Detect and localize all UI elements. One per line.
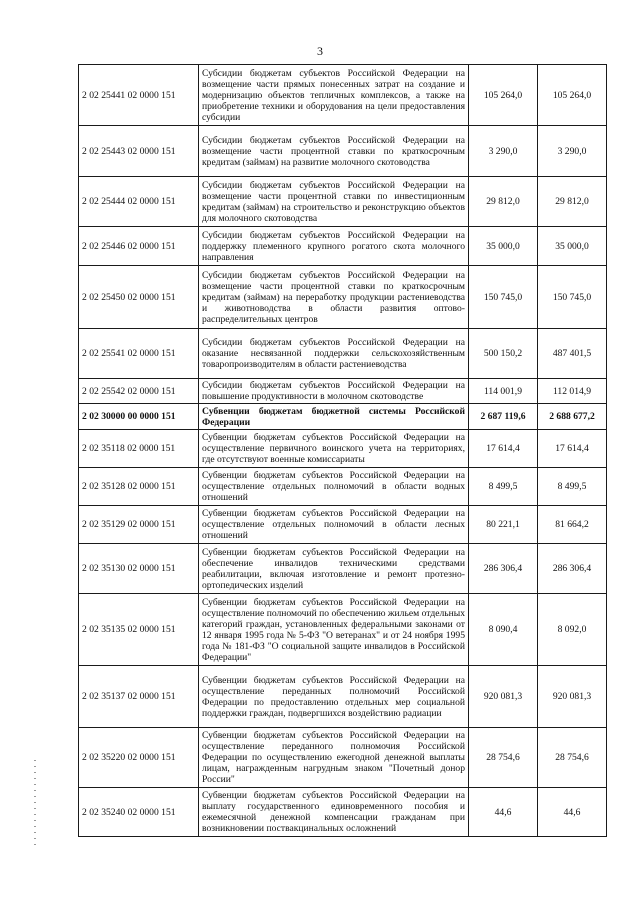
amount-cell-1: 17 614,4 (469, 430, 538, 468)
description-cell: Субвенции бюджетам субъектов Российской Федерации на осуществление отдельных полномочий в области водных отношений (199, 468, 469, 506)
table-row (79, 227, 607, 266)
budget-code-cell: 2 02 35137 02 0000 151 (79, 666, 199, 728)
amount-cell-1: 29 812,0 (469, 177, 538, 227)
amount-cell-1: 500 150,2 (469, 329, 538, 379)
budget-code-cell: 2 02 25441 02 0000 151 (79, 65, 199, 126)
amount-cell-1: 3 290,0 (469, 126, 538, 177)
description-cell: Субсидии бюджетам субъектов Российской Федерации на возмещение части процентной ставки по краткосрочным кредитам (займам) на развитие молочного скотоводства (199, 126, 469, 177)
table-row (79, 379, 607, 404)
budget-code-cell: 2 02 35240 02 0000 151 (79, 788, 199, 837)
description-cell: Субвенции бюджетам субъектов Российской Федерации на осуществление переданного полномочия Российской Федерации по осуществлению ежегодной денежной выплаты лицам, награжденным нагрудным знаком "Почетный донор России" (199, 728, 469, 788)
amount-cell-2: 44,6 (538, 788, 607, 837)
budget-code-cell: 2 02 25443 02 0000 151 (79, 126, 199, 177)
budget-code-cell: 2 02 35128 02 0000 151 (79, 468, 199, 506)
amount-cell-2: 17 614,4 (538, 430, 607, 468)
amount-cell-2: 28 754,6 (538, 728, 607, 788)
margin-dotted-line (34, 760, 36, 850)
description-cell: Субвенции бюджетам субъектов Российской Федерации на осуществление переданных полномочий Российской Федерации по предоставлению отдельных мер социальной поддержки граждан, подвергшихся воздействию радиации (199, 666, 469, 728)
amount-cell-1: 8 499,5 (469, 468, 538, 506)
amount-cell-1: 8 090,4 (469, 594, 538, 666)
description-cell: Субвенции бюджетам субъектов Российской Федерации на осуществление первичного воинского учета на территориях, где отсутствуют военные комиссариаты (199, 430, 469, 468)
table-row (79, 788, 607, 837)
table-row (79, 468, 607, 506)
table-row (79, 65, 607, 126)
amount-cell-1: 28 754,6 (469, 728, 538, 788)
table-row (79, 430, 607, 468)
amount-cell-1: 150 745,0 (469, 266, 538, 329)
amount-cell-1: 105 264,0 (469, 65, 538, 126)
table-row (79, 404, 607, 430)
budget-code-cell: 2 02 35220 02 0000 151 (79, 728, 199, 788)
amount-cell-2: 150 745,0 (538, 266, 607, 329)
amount-cell-1: 44,6 (469, 788, 538, 837)
page-number: 3 (317, 44, 323, 58)
amount-cell-2: 112 014,9 (538, 379, 607, 404)
amount-cell-1: 286 306,4 (469, 544, 538, 594)
table-row (79, 177, 607, 227)
amount-cell-2: 487 401,5 (538, 329, 607, 379)
description-cell: Субвенции бюджетам субъектов Российской Федерации на осуществление отдельных полномочий в области лесных отношений (199, 506, 469, 544)
table-row (79, 506, 607, 544)
amount-cell-1: 920 081,3 (469, 666, 538, 728)
table-row (79, 544, 607, 594)
table-row (79, 266, 607, 329)
budget-code-cell: 2 02 25542 02 0000 151 (79, 379, 199, 404)
table-row (79, 126, 607, 177)
description-cell: Субсидии бюджетам субъектов Российской Федерации на возмещение части процентной ставки по краткосрочным кредитам (займам) на переработку продукции растениеводства и животноводства в области развития оптово-распределительных центров (199, 266, 469, 329)
amount-cell-2: 81 664,2 (538, 506, 607, 544)
budget-code-cell: 2 02 30000 00 0000 151 (79, 404, 199, 430)
budget-code-cell: 2 02 35118 02 0000 151 (79, 430, 199, 468)
budget-revenue-table (78, 64, 607, 837)
amount-cell-2: 105 264,0 (538, 65, 607, 126)
description-cell: Субсидии бюджетам субъектов Российской Федерации на поддержку племенного крупного рогатого скота молочного направления (199, 227, 469, 266)
description-cell: Субвенции бюджетам субъектов Российской Федерации на осуществление полномочий по обеспечению жильем отдельных категорий граждан, установленных федеральными законами от 12 января 1995 года № 5-ФЗ "О ветеранах" и от 24 ноября 1995 года № 181-ФЗ "О социальной защите инвалидов в Российской Федерации" (199, 594, 469, 666)
description-cell: Субсидии бюджетам субъектов Российской Федерации на повышение продуктивности в молочном скотоводстве (199, 379, 469, 404)
budget-code-cell: 2 02 25446 02 0000 151 (79, 227, 199, 266)
amount-cell-1: 35 000,0 (469, 227, 538, 266)
amount-cell-2: 3 290,0 (538, 126, 607, 177)
amount-cell-2: 8 499,5 (538, 468, 607, 506)
amount-cell-2: 286 306,4 (538, 544, 607, 594)
amount-cell-1: 2 687 119,6 (469, 404, 538, 430)
budget-code-cell: 2 02 35135 02 0000 151 (79, 594, 199, 666)
amount-cell-2: 29 812,0 (538, 177, 607, 227)
budget-code-cell: 2 02 35129 02 0000 151 (79, 506, 199, 544)
description-cell: Субвенции бюджетам бюджетной системы Российской Федерации (199, 404, 469, 430)
budget-code-cell: 2 02 25450 02 0000 151 (79, 266, 199, 329)
description-cell: Субсидии бюджетам субъектов Российской Федерации на возмещение части прямых понесенных затрат на создание и модернизацию объектов тепличных комплексов, а также на приобретение техники и оборудования на цели предоставления субсидии (199, 65, 469, 126)
amount-cell-1: 114 001,9 (469, 379, 538, 404)
amount-cell-1: 80 221,1 (469, 506, 538, 544)
amount-cell-2: 8 092,0 (538, 594, 607, 666)
budget-code-cell: 2 02 25444 02 0000 151 (79, 177, 199, 227)
amount-cell-2: 920 081,3 (538, 666, 607, 728)
amount-cell-2: 2 688 677,2 (538, 404, 607, 430)
description-cell: Субсидии бюджетам субъектов Российской Федерации на оказание несвязанной поддержки сельскохозяйственным товаропроизводителям в области растениеводства (199, 329, 469, 379)
table-row (79, 728, 607, 788)
table-body (79, 65, 607, 837)
table-row (79, 666, 607, 728)
budget-code-cell: 2 02 35130 02 0000 151 (79, 544, 199, 594)
amount-cell-2: 35 000,0 (538, 227, 607, 266)
budget-code-cell: 2 02 25541 02 0000 151 (79, 329, 199, 379)
table-row (79, 594, 607, 666)
description-cell: Субвенции бюджетам субъектов Российской Федерации на выплату государственного единовременного пособия и ежемесячной денежной компенсации гражданам при возникновении поствакцинальных осложнений (199, 788, 469, 837)
description-cell: Субвенции бюджетам субъектов Российской Федерации на обеспечение инвалидов техническими средствами реабилитации, включая изготовление и ремонт протезно-ортопедических изделий (199, 544, 469, 594)
description-cell: Субсидии бюджетам субъектов Российской Федерации на возмещение части процентной ставки по инвестиционным кредитам (займам) на строительство и реконструкцию объектов для молочного скотоводства (199, 177, 469, 227)
table-row (79, 329, 607, 379)
